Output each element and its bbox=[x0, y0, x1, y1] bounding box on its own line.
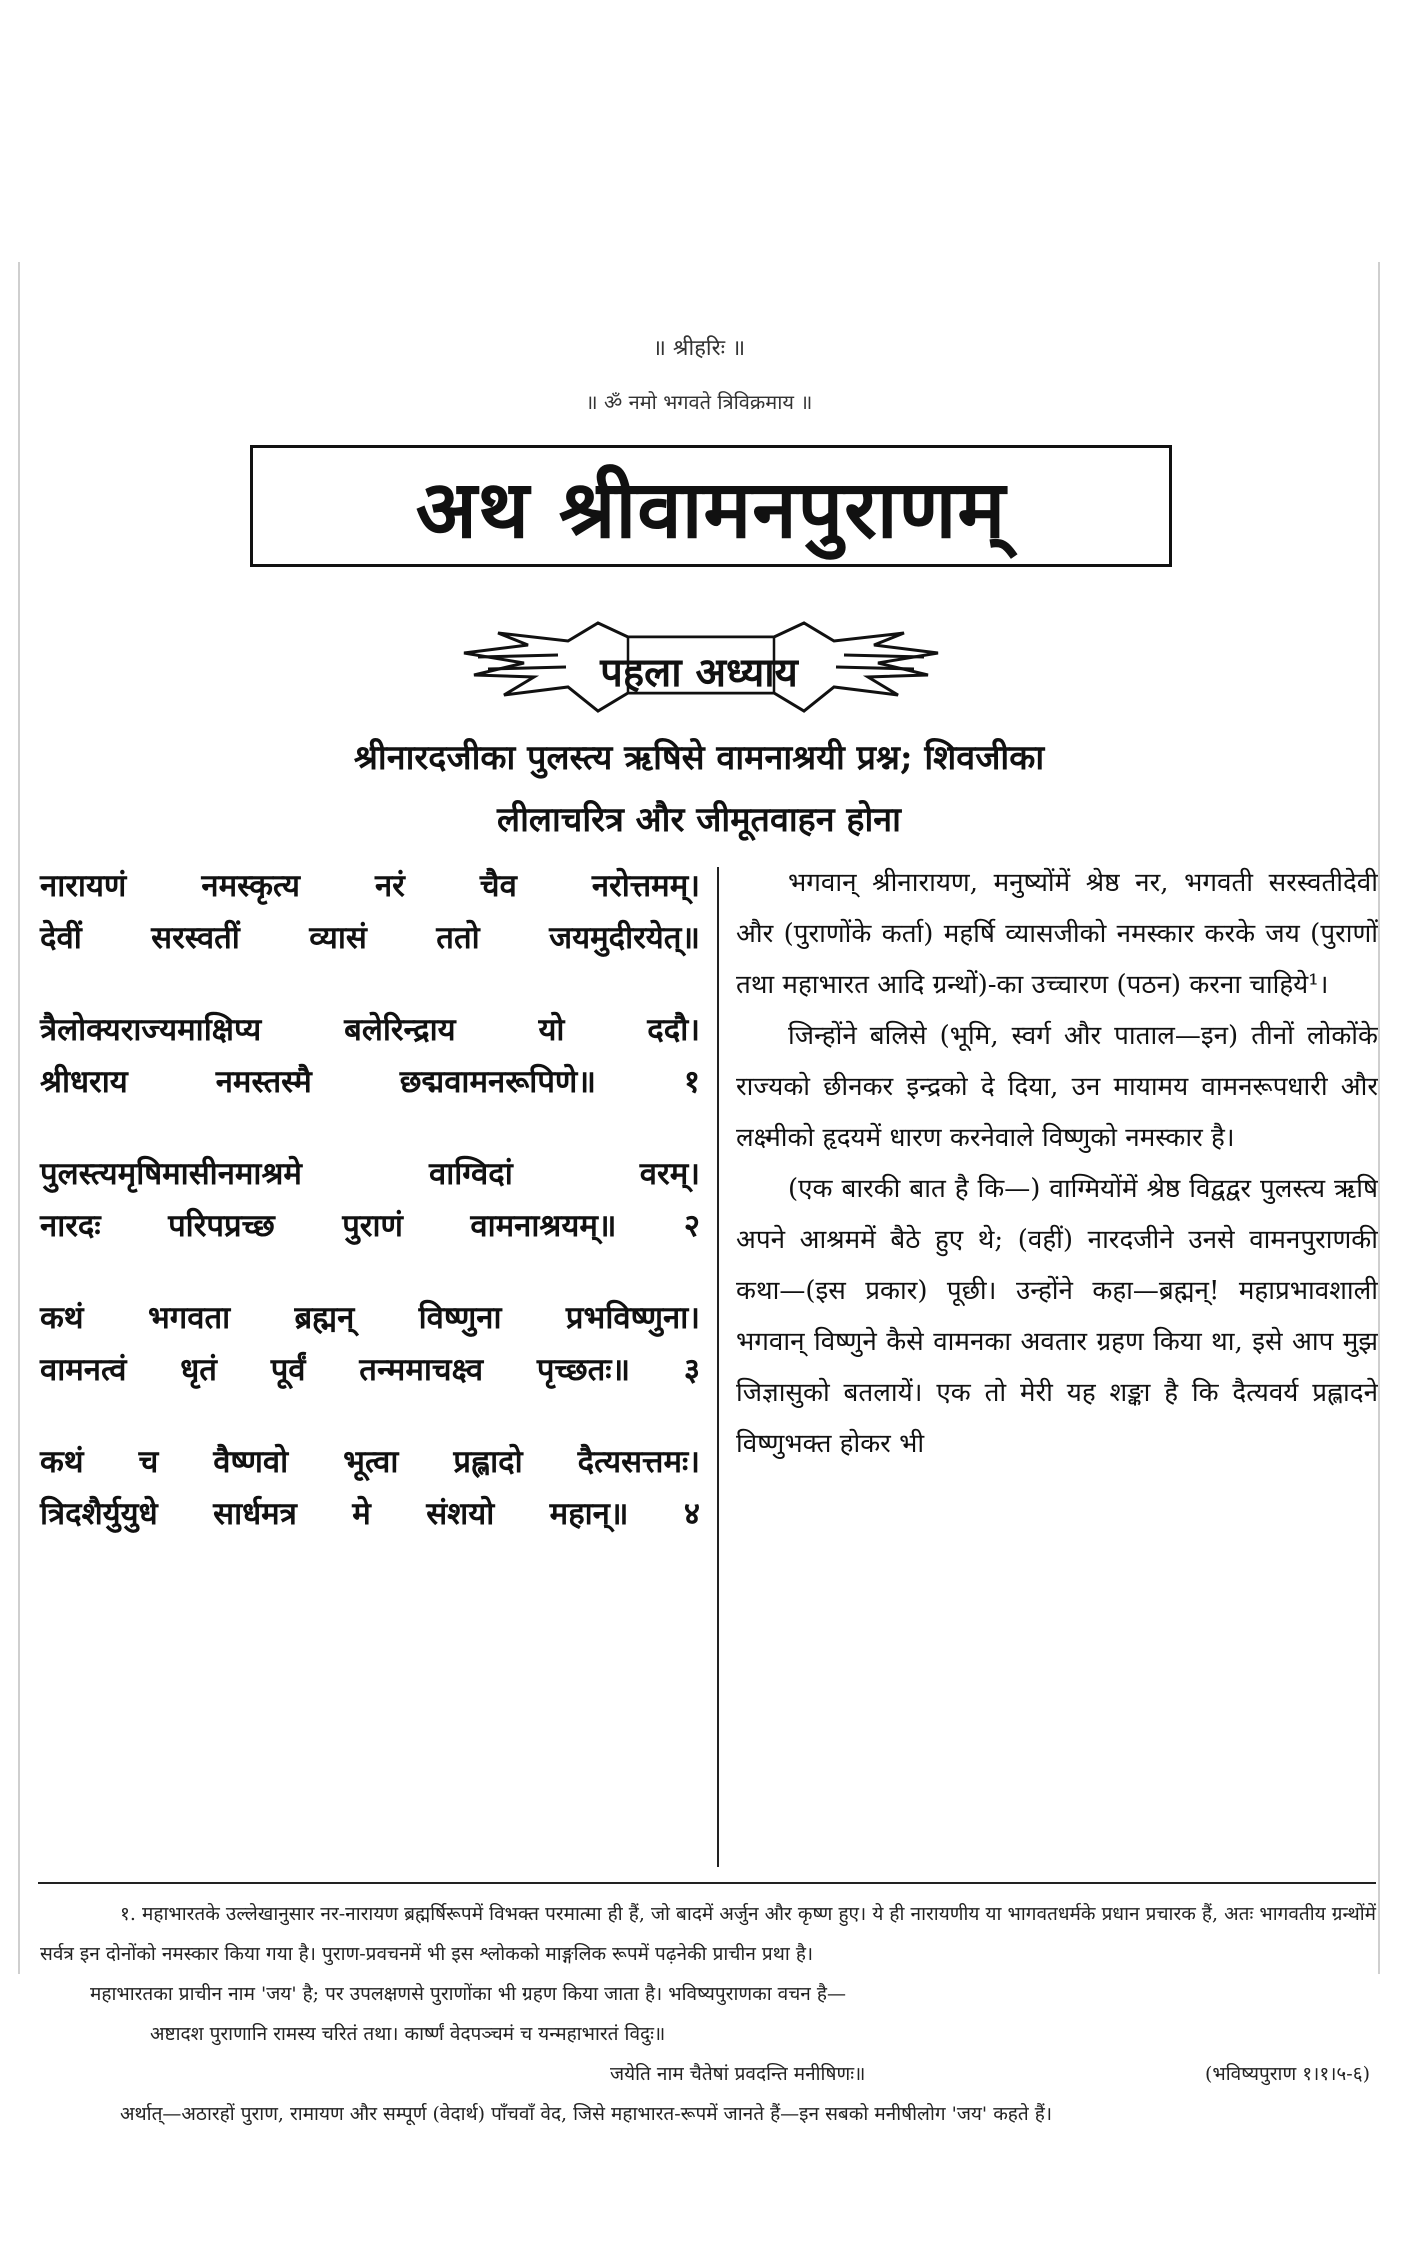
verse-line: श्रीधराय नमस्तस्मै छद्मवामनरूपिणे॥ १ bbox=[40, 1064, 700, 1100]
verse-line: नारदः परिपप्रच्छ पुराणं वामनाश्रयम्॥ २ bbox=[40, 1208, 700, 1244]
verse-line: कथं च वैष्णवो भूत्वा प्रह्लादो दैत्यसत्तमः। bbox=[40, 1444, 700, 1480]
chapter-label: पहला अध्याय bbox=[600, 649, 798, 696]
invocation-shri-hari: ॥ श्रीहरिः ॥ bbox=[652, 336, 746, 361]
footnote-verse-line-2 bbox=[40, 2054, 1376, 2094]
verse-line: पुलस्त्यमृषिमासीनमाश्रमे वाग्विदां वरम्। bbox=[40, 1156, 700, 1192]
verse-line: नारायणं नमस्कृत्य नरं चैव नरोत्तमम्। bbox=[40, 868, 700, 904]
chapter-heading-line-2: लीलाचरित्र और जीमूतवाहन होना bbox=[497, 800, 901, 840]
chapter-ribbon bbox=[20, 615, 1378, 725]
book-page bbox=[18, 262, 1380, 2125]
chapter-heading-line-1: श्रीनारदजीका पुलस्त्य ऋषिसे वामनाश्रयी प्रश्न; शिवजीका bbox=[353, 738, 1045, 778]
translation-paragraph: जिन्होंने बलिसे (भूमि, स्वर्ग और पाताल—इन) तीनों लोकोंके राज्यको छीनकर इन्द्रको दे दिया, उन मायामय वामनरूपधारी और लक्ष्मीको हृदयमें धारण करनेवाले विष्णुको नमस्कार है। bbox=[736, 1021, 1378, 1153]
footnote-paragraph: १. महाभारतके उल्लेखानुसार नर-नारायण ब्रह्मर्षिरूपमें विभक्त परमात्मा ही हैं, जो बादमें अर्जुन और कृष्ण हुए। ये ही नारायणीय या भागवतधर्मके प्रधान प्रचारक हैं, अतः भागवतीय ग्रन्थोंमें सर्वत्र इन दोनोंको नमस्कार किया गया है। पुराण-प्रवचनमें भी इस श्लोकको माङ्गलिक रूपमें पढ़नेकी प्राचीन प्रथा है। bbox=[40, 1903, 1376, 1965]
footnote-rule bbox=[38, 1882, 1376, 1884]
verse bbox=[40, 1004, 700, 1108]
footnote-paragraph: महाभारतका प्राचीन नाम 'जय' है; पर उपलक्षणसे पुराणोंका भी ग्रहण किया जाता है। भविष्यपुराणका वचन है— bbox=[90, 1983, 846, 2005]
footnote-verse-line: अष्टादश पुराणानि रामस्य चरितं तथा। कार्ष्णं वेदपञ्चमं च यन्महाभारतं विदुः॥ bbox=[150, 2023, 666, 2045]
verse bbox=[40, 1292, 700, 1396]
verse bbox=[40, 860, 700, 964]
verse bbox=[40, 1436, 700, 1540]
verse-line: त्रैलोक्यराज्यमाक्षिप्य बलेरिन्द्राय यो ददौ। bbox=[40, 1012, 700, 1048]
invocation-om-namo: ॥ ॐ नमो भगवते त्रिविक्रमाय ॥ bbox=[585, 390, 813, 414]
verse-line: वामनत्वं धृतं पूर्वं तन्ममाचक्ष्व पृच्छतः॥ ३ bbox=[40, 1352, 700, 1388]
footnotes bbox=[40, 1894, 1376, 2134]
book-title: अथ श्रीवामनपुराणम् bbox=[250, 445, 1172, 567]
sanskrit-verses bbox=[40, 860, 700, 1580]
verse-line: देवीं सरस्वतीं व्यासं ततो जयमुदीरयेत्॥ bbox=[40, 920, 700, 956]
verse-line: त्रिदशैर्युयुधे सार्धमत्र मे संशयो महान्॥ ४ bbox=[40, 1496, 700, 1532]
footnote-paragraph: अर्थात्—अठारहों पुराण, रामायण और सम्पूर्ण (वेदार्थ) पाँचवाँ वेद, जिसे महाभारत-रूपमें जानते हैं—इन सबको मनीषीलोग 'जय' कहते हैं। bbox=[120, 2103, 1053, 2125]
column-divider bbox=[717, 867, 719, 1867]
verse bbox=[40, 1148, 700, 1252]
footnote-verse-text: जयेति नाम चैतेषां प्रवदन्ति मनीषिणः॥ bbox=[610, 2063, 866, 2085]
translation-paragraph: (एक बारकी बात है कि—) वाग्मियोंमें श्रेष्ठ विद्वद्वर पुलस्त्य ऋषि अपने आश्रममें बैठे हुए थे; (वहीं) नारदजीने उनसे वामनपुराणकी कथा—(इस प्रकार) पूछी। उन्होंने कहा—ब्रह्मन्! महाप्रभावशाली भगवान् विष्णुने कैसे वामनका अवतार ग्रहण किया था, इसे आप मुझ जिज्ञासुको बतलायें। एक तो मेरी यह शङ्का है कि दैत्यवर्य प्रह्लादने विष्णुभक्त होकर भी bbox=[736, 1174, 1378, 1459]
verse-line: कथं भगवता ब्रह्मन् विष्णुना प्रभविष्णुना। bbox=[40, 1300, 700, 1336]
hindi-translation bbox=[736, 858, 1378, 1870]
footnote-verse-reference: (भविष्यपुराण १।१।५-६) bbox=[1204, 2063, 1370, 2085]
translation-paragraph: भगवान् श्रीनारायण, मनुष्योंमें श्रेष्ठ नर, भगवती सरस्वतीदेवी और (पुराणोंके कर्ता) महर्षि व्यासजीको नमस्कार करके जय (पुराणों तथा महाभारत आदि ग्रन्थों)-का उच्चारण (पठन) करना चाहिये¹। bbox=[736, 868, 1378, 1000]
